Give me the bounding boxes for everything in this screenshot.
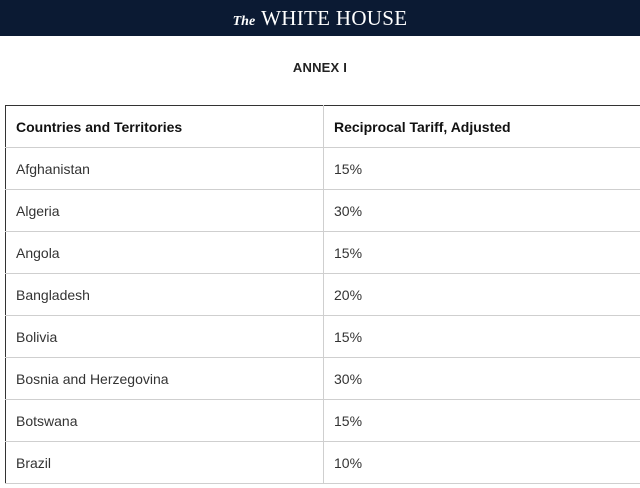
white-house-logo[interactable] [233, 6, 408, 31]
country-cell: Angola [6, 232, 324, 274]
country-cell: Brazil [6, 442, 324, 484]
country-cell: Afghanistan [6, 148, 324, 190]
table-row [6, 232, 640, 274]
logo-text: WHITE HOUSE [261, 5, 408, 30]
table-row [6, 316, 640, 358]
tariff-cell: 30% [324, 190, 640, 232]
tariff-cell: 15% [324, 148, 640, 190]
tariff-cell: 10% [324, 442, 640, 484]
table-row [6, 358, 640, 400]
country-cell: Algeria [6, 190, 324, 232]
tariff-cell: 15% [324, 400, 640, 442]
column-header-tariff: Reciprocal Tariff, Adjusted [324, 106, 640, 148]
column-header-country: Countries and Territories [6, 106, 324, 148]
tariff-cell: 30% [324, 358, 640, 400]
document-title: ANNEX I [292, 60, 348, 75]
table-row [6, 148, 640, 190]
country-cell: Bangladesh [6, 274, 324, 316]
logo-prefix: The [232, 13, 256, 29]
tariff-table [5, 105, 640, 484]
country-cell: Botswana [6, 400, 324, 442]
table-header-row [6, 106, 640, 148]
tariff-cell: 15% [324, 316, 640, 358]
country-cell: Bolivia [6, 316, 324, 358]
tariff-cell: 15% [324, 232, 640, 274]
tariff-cell: 20% [324, 274, 640, 316]
site-header [0, 0, 640, 36]
table-row [6, 274, 640, 316]
table-row [6, 400, 640, 442]
table-row [6, 190, 640, 232]
country-cell: Bosnia and Herzegovina [6, 358, 324, 400]
table-row [6, 442, 640, 484]
